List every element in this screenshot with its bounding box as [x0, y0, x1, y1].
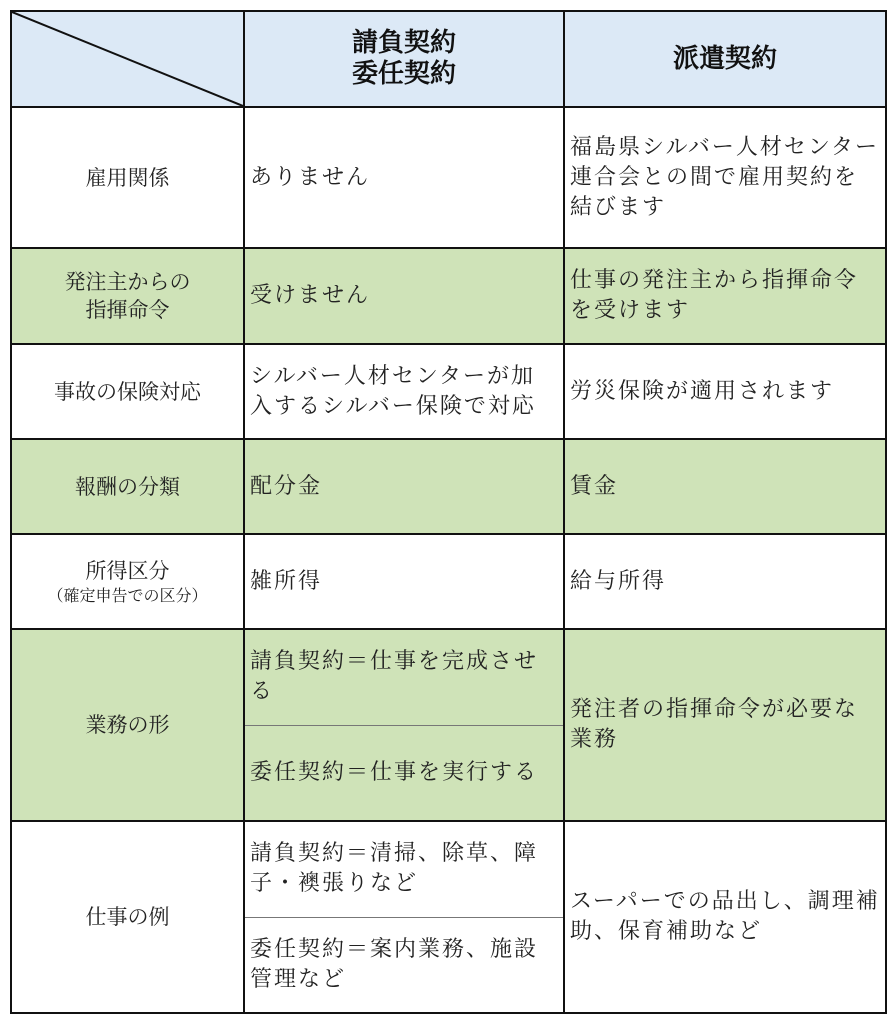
row-label-remuneration: 報酬の分類	[11, 439, 244, 534]
cell-employment-haken: 福島県シルバー人材センター連合会との間で雇用契約を結びます	[564, 107, 886, 248]
cell-command-ukeoi: 受けません	[244, 248, 564, 344]
cell-work-type-ukeoi	[244, 629, 564, 821]
row-label-income	[11, 534, 244, 629]
comparison-table-frame	[10, 10, 885, 1020]
header-corner-cell	[11, 11, 244, 107]
row-command	[11, 248, 886, 344]
row-insurance	[11, 344, 886, 439]
row-work-type	[11, 629, 886, 821]
cell-employment-ukeoi: ありません	[244, 107, 564, 248]
cell-income-ukeoi: 雑所得	[244, 534, 564, 629]
row-remuneration	[11, 439, 886, 534]
row-label-examples: 仕事の例	[11, 821, 244, 1013]
header-haken-label: 派遣契約	[672, 43, 777, 74]
cell-command-haken: 仕事の発注主から指揮命令を受けます	[564, 248, 886, 344]
cell-examples-inin-part: 委任契約＝案内業務、施設管理など	[245, 917, 563, 1013]
header-ukeoi-label: 請負契約	[351, 28, 456, 58]
header-row	[11, 11, 886, 107]
row-label-command-line1: 発注主からの	[64, 270, 191, 294]
row-label-insurance: 事故の保険対応	[11, 344, 244, 439]
cell-remuneration-haken: 賃金	[564, 439, 886, 534]
cell-work-type-inin-part: 委任契約＝仕事を実行する	[245, 725, 563, 821]
cell-examples-ukeoi	[244, 821, 564, 1013]
row-label-income-sub: （確定申告での区分）	[47, 585, 208, 605]
diagonal-line	[12, 12, 243, 106]
row-label-command-line2: 指揮命令	[85, 298, 170, 322]
row-label-work-type: 業務の形	[11, 629, 244, 821]
header-contract-haken	[564, 11, 886, 107]
row-label-command	[11, 248, 244, 344]
cell-remuneration-ukeoi: 配分金	[244, 439, 564, 534]
contract-comparison-table	[10, 10, 887, 1014]
cell-examples-haken: スーパーでの品出し、調理補助、保育補助など	[564, 821, 886, 1013]
cell-examples-ukeoi-part: 請負契約＝清掃、除草、障子・襖張りなど	[250, 841, 539, 897]
cell-work-type-ukeoi-part: 請負契約＝仕事を完成させる	[250, 649, 539, 705]
row-examples	[11, 821, 886, 1013]
cell-insurance-ukeoi: シルバー人材センターが加入するシルバー保険で対応	[244, 344, 564, 439]
row-label-income-main: 所得区分	[85, 558, 170, 583]
row-label-employment: 雇用関係	[11, 107, 244, 248]
row-employment	[11, 107, 886, 248]
header-contract-ukeoi	[244, 11, 564, 107]
cell-income-haken: 給与所得	[564, 534, 886, 629]
header-inin-label: 委任契約	[351, 59, 456, 89]
cell-insurance-haken: 労災保険が適用されます	[564, 344, 886, 439]
row-income	[11, 534, 886, 629]
cell-work-type-haken: 発注者の指揮命令が必要な業務	[564, 629, 886, 821]
